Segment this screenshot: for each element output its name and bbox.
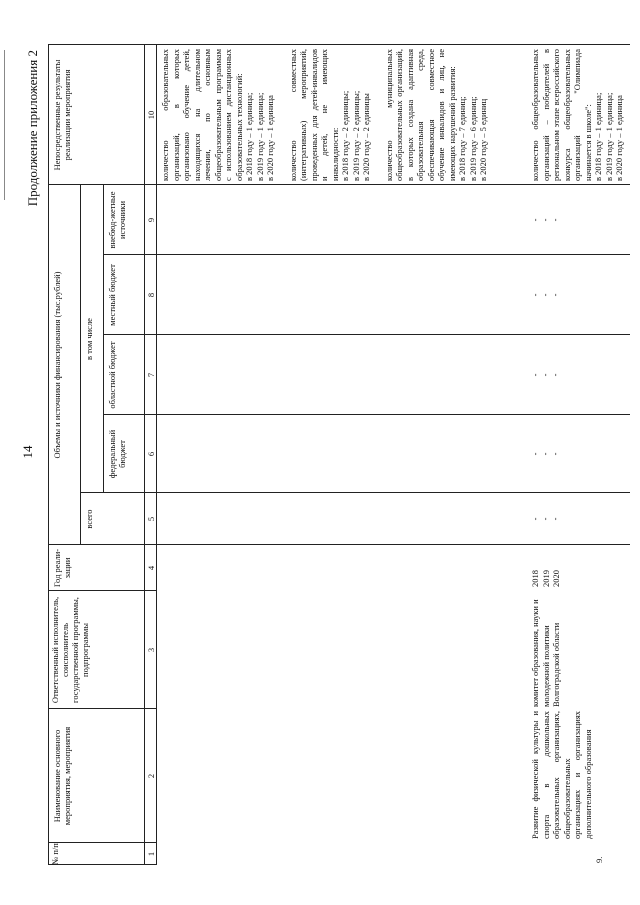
colnum-8: 8 [146,292,156,298]
column-number-rule [156,45,157,865]
header-total: всего [84,509,94,529]
colnum-4: 4 [146,565,156,571]
page-number: 14 [20,445,35,459]
header-responsible: Ответственный исполнитель, соисполнитель государственной программы, подпрограммы [50,596,90,704]
header-federal: федеральный бюджет [107,429,127,479]
table-border-top [48,45,49,865]
colnum-2: 2 [146,773,156,779]
col-divider [48,184,630,185]
row9-name: Развитие физической культуры и спорта в дошкольных образовательных организациях, общеобразовательных организациях и организациях дополнительного образования [530,711,593,839]
row9-responsible: комитет образования, науки и молодежной политики Волгоградской области [530,599,561,707]
col-divider [48,590,156,591]
col-divider [48,708,156,709]
header-funding: Объемы и источники финансирования (тыс.рублей) [52,271,62,459]
row9-offbudget: - - - [530,218,560,222]
header-results: Непосредственные результаты реализации мероприятия [52,59,72,171]
header-offbudget: внебюд-жетные источники [107,191,127,249]
row9-federal: - - - [530,452,560,456]
col-divider [80,492,630,493]
colnum-9: 9 [146,217,156,223]
result-item: количество муниципальных общеобразовательных организаций, в которых создана адаптивная образовательная среда, обеспечивающая совместное обучение инвалидов и лиц, не имеющих нарушений развития: в 2018 году – 7 единиц; в 2019 году – 6 единиц; в 2020 году – 5 единиц [383,49,488,181]
col-divider [103,254,630,255]
header-year: Год реали-зации [52,548,72,588]
colnum-5: 5 [146,516,156,522]
row9-local: - - - [530,293,560,297]
row9-total: - - - [530,517,560,521]
appendix-label: Продолжение приложения 2 [25,50,40,207]
funding-rule [80,185,81,545]
colnum-6: 6 [146,451,156,457]
row9-years: 2018 2019 2020 [530,570,561,587]
header-name: Наименование основного мероприятия, мероприятия [52,726,72,826]
table-border-left [48,864,156,865]
including-rule [103,185,104,493]
header-num: № п/п [50,843,60,865]
colnum-3: 3 [146,647,156,653]
colnum-7: 7 [146,372,156,378]
header-including: в том числе [84,318,94,360]
row9-regional: - - - [530,373,560,377]
colnum-10: 10 [146,110,156,120]
header-local: местный бюджет [107,264,117,326]
header-rule [4,50,5,200]
result-item: количество совместных (интегративных) мероприятий, проведенных для детей-инвалидов и детей, не имеющих инвалидности: в 2018 году – 2 единицы; в 2019 году – 2 единицы; в 2020 году – 2 единицы [287,49,371,181]
col-divider [48,544,630,545]
col-divider [103,334,630,335]
col-divider [103,414,630,415]
colnum-1: 1 [146,851,156,857]
col-divider [48,842,156,843]
header-regional: областной бюджет [107,341,117,409]
row9-result: количество общеобразовательных организаций – победителей в региональном этапе всероссийского конкурса общеобразовательных организаций "Олимпиада начинается в школе": в 2018 году – 1 единица; в 2019 году – 1 единица; в 2020 году – 1 единица [530,49,624,181]
results-continued [160,49,489,181]
result-item: количество образовательных организаций, в которых организовано обучение детей, находящихся на длительном лечении, по основным общеобразовательным программам с использованием дистанционных образовательных технологий: в 2018 году – 1 единица; в 2019 году – 1 единица; в 2020 году – 1 единица [160,49,275,181]
header-bottom-rule [144,45,145,865]
row9-num: 9. [594,856,604,863]
table-border-right [48,44,630,45]
funding-table [48,45,630,865]
